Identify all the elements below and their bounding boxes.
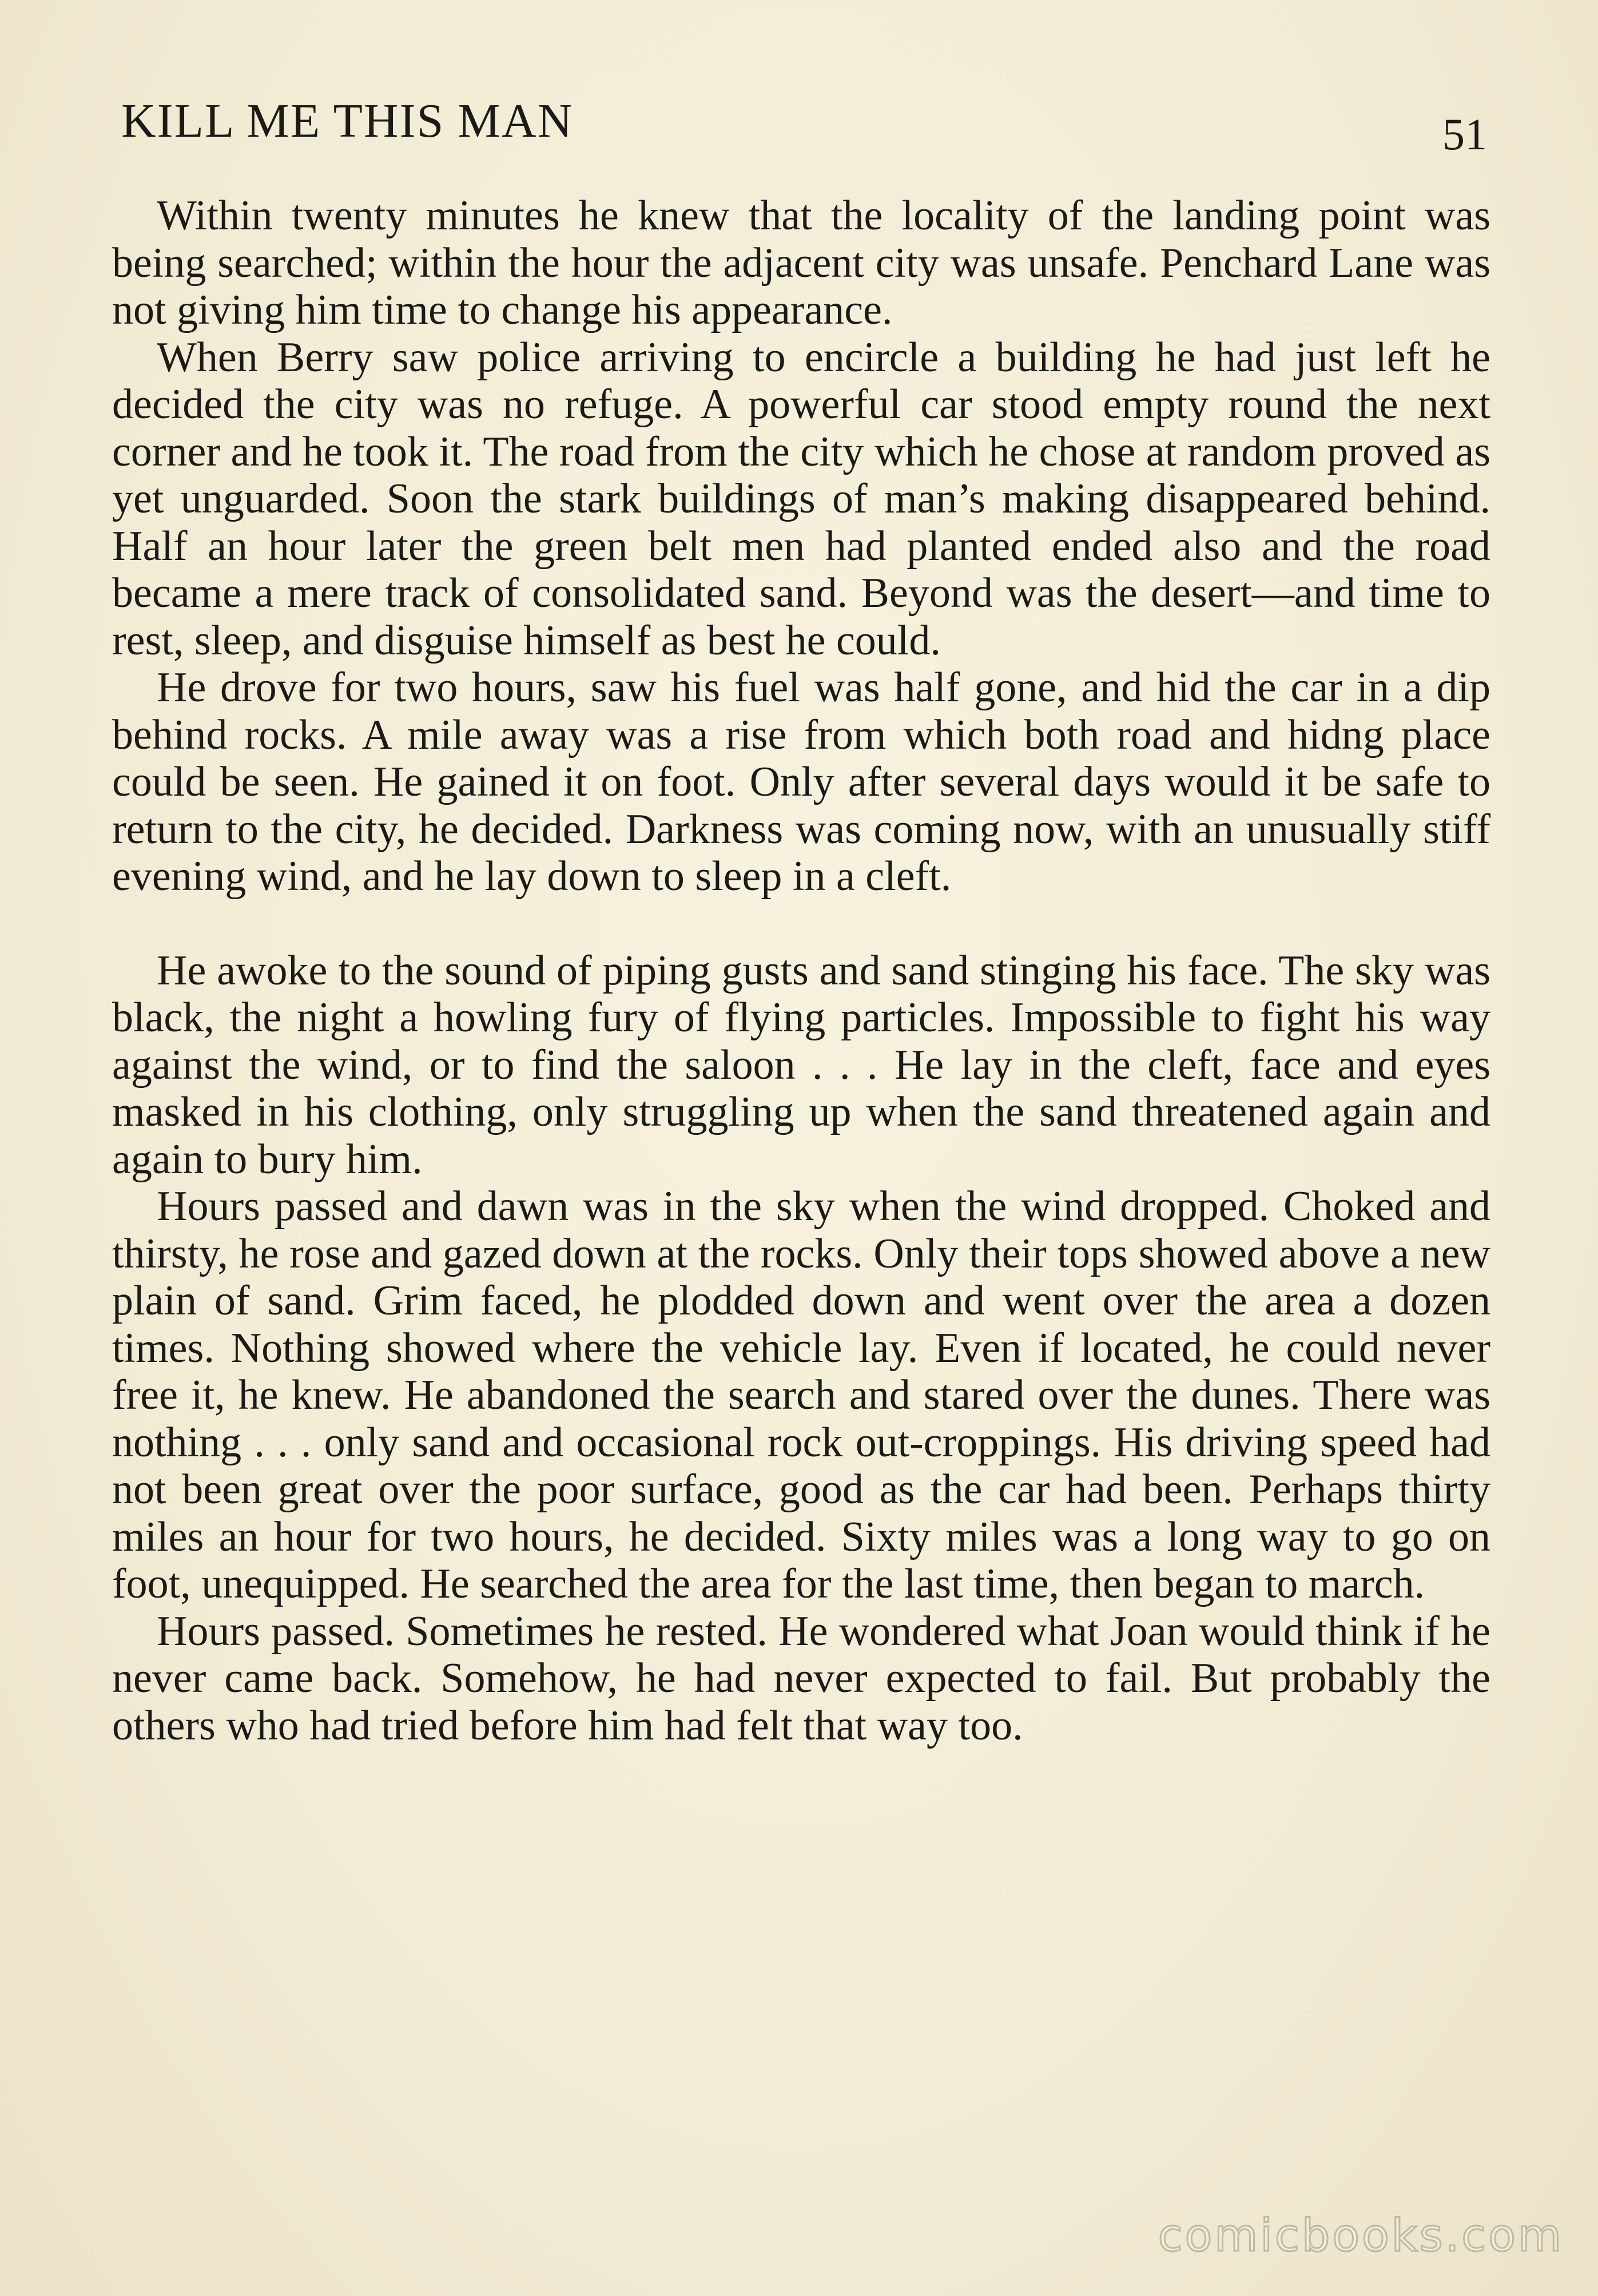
paragraph: When Berry saw police arriving to encircle a building he had just left he decided the city was no refuge. A powerful car stood empty round the next corner and he took it. The road from the city which he chose at random proved as yet unguarded. Soon the stark buildings of man’s making disappeared behind. Half an hour later the green belt men had planted ended also and the road became a mere track of consolidated sand. Beyond was the desert—and time to rest, sleep, and disguise himself as best he could. — [112, 333, 1490, 664]
section-break — [112, 900, 1490, 947]
paragraph: He drove for two hours, saw his fuel was half gone, and hid the car in a dip behind rocks. A mile away was a rise from which both road and hidng place could be seen. He gained it on foot. Only after several days would it be safe to return to the city, he decided. Darkness was coming now, with an unusually stiff evening wind, and he lay down to sleep in a cleft. — [112, 664, 1490, 900]
paragraph: Hours passed. Sometimes he rested. He wondered what Joan would think if he never came back. Somehow, he had never expected to fail. But probably the others who had tried before him had felt that way too. — [112, 1607, 1490, 1749]
paragraph: Hours passed and dawn was in the sky when the wind dropped. Choked and thirsty, he rose and gazed down at the rocks. Only their tops showed above a new plain of sand. Grim faced, he plodded down and went over the area a dozen times. Nothing showed where the vehicle lay. Even if located, he could never free it, he knew. He abandoned the search and stared over the dunes. There was nothing . . . only sand and occasional rock out-croppings. His driving speed had not been great over the poor surface, good as the car had been. Perhaps thirty miles an hour for two hours, he decided. Sixty miles was a long way to go on foot, unequipped. He searched the area for the last time, then began to march. — [112, 1183, 1490, 1607]
paragraph: He awoke to the sound of piping gusts and sand stinging his face. The sky was black, the night a howling fury of flying particles. Impossible to fight his way against the wind, or to find the saloon . . . He lay in the cleft, face and eyes masked in his clothing, only struggling up when the sand threatened again and again to bury him. — [112, 947, 1490, 1183]
body-text — [112, 192, 1490, 1749]
running-title: KILL ME THIS MAN — [121, 94, 574, 148]
page-number: 51 — [1442, 109, 1487, 159]
paragraph: Within twenty minutes he knew that the locality of the landing point was being searched; within the hour the adjacent city was unsafe. Penchard Lane was not giving him time to change his appearance. — [112, 192, 1490, 333]
watermark: comicbooks.com — [1158, 2210, 1564, 2262]
